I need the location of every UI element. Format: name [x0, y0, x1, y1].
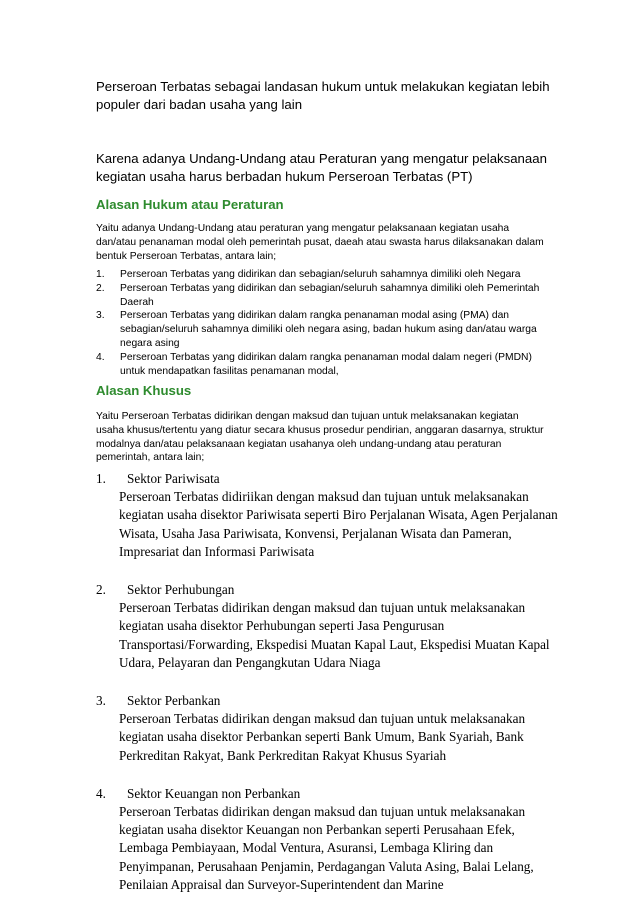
list-item-number: 1. — [96, 269, 105, 280]
list-item — [96, 785, 558, 894]
list-item-text: Perseroan Terbatas yang didirikan dalam rangka penanaman modal asing (PMA) dan sebagian/seluruh sahamnya dimiliki oleh negara asing, badan hukum asing dan/atau warga negara asing — [120, 310, 537, 349]
list-item-title: Sektor Pariwisata — [127, 471, 220, 486]
heading-alasan-hukum: Alasan Hukum atau Peraturan — [96, 197, 284, 212]
list-item — [96, 581, 558, 672]
list-item-number: 2. — [96, 282, 105, 294]
list-item-text: Perseroan Terbatas didirikan dengan maksud dan tujuan untuk melaksanakan kegiatan usaha disektor Perhubungan seperti Jasa Pengurusan Transportasi/Forwarding, Ekspedisi Muatan Kapal Laut, Ekspedisi Muatan Kapal Udara, Pelayaran dan Pengangkutan Udara Niaga — [119, 600, 550, 670]
intro-paragraph-2: Karena adanya Undang-Undang atau Peraturan yang mengatur pelaksanaan kegiatan usaha harus berbadan hukum Perseroan Terbatas (PT) — [96, 151, 547, 184]
list-item-title: Sektor Perbankan — [127, 693, 221, 709]
list-item-text: Perseroan Terbatas didirikan dengan maksud dan tujuan untuk melaksanakan kegiatan usaha disektor Perbankan seperti Bank Umum, Bank Syariah, Bank Perkreditan Rakyat, Bank Perkreditan Rakyat Khusus Syariah — [119, 711, 526, 763]
list-item-number: 4. — [96, 785, 106, 801]
list-item — [96, 470, 558, 561]
list-item-text: Perseroan Terbatas didiriikan dengan maksud dan tujuan untuk melaksanakan kegiatan usaha disektor Pariwisata seperti Biro Perjalanan Wisata, Agen Perjalanan Wisata, Usaha Jasa Pariwisata, Konvensi, Perjalanan Wisata dan Pameran, Impresariat dan Informasi Pariwisata — [119, 489, 558, 559]
list-item-number: 4. — [96, 351, 105, 363]
khusus-intro-paragraph: Yaitu Perseroan Terbatas didirikan dengan maksud dan tujuan untuk melaksanakan kegiatan usaha khusus/tertentu yang diatur secara khusus prosedur pendirian, anggaran dasarnya, struktur modalnya dan/atau pelaksanaan kegiatan usahanya oleh undang-undang atau peraturan pemerintah, antara lain; — [96, 411, 544, 464]
list-item — [96, 692, 558, 765]
intro-paragraph-1: Perseroan Terbatas sebagai landasan hukum untuk melakukan kegiatan lebih populer dari badan usaha yang lain — [96, 79, 550, 112]
hukum-list — [96, 268, 548, 378]
khusus-list — [96, 470, 558, 914]
list-item-number: 2. — [96, 582, 106, 598]
hukum-intro-paragraph: Yaitu adanya Undang-Undang atau peraturan yang mengatur pelaksanaan kegiatan usaha dan/atau penanaman modal oleh pemerintah pusat, daeah atau swasta harus dilaksanakan dalam bentuk Perseroan Terbatas, antara lain; — [96, 223, 544, 262]
list-item-text: Perseroan Terbatas didirikan dengan maksud dan tujuan untuk melaksanakan kegiatan usaha disektor Keuangan non Perbankan seperti Perusahaan Efek, Lembaga Pembiayaan, Modal Ventura, Asuransi, Lembaga Kliring dan Penyimpanan, Perusahaan Penjamin, Perdagangan Valuta Asing, Balai Lelang, Penilaian Appraisal dan Surveyor-Superintendent dan Marine — [119, 804, 534, 892]
list-item-text: Perseroan Terbatas yang didirikan dan sebagian/seluruh sahamnya dimiliki oleh Negara — [120, 269, 521, 280]
list-item-title: Sektor Keuangan non Perbankan — [127, 785, 301, 801]
list-item-title: Sektor Perhubungan — [127, 582, 235, 598]
list-item — [96, 351, 548, 379]
list-item — [96, 309, 548, 350]
list-item — [96, 268, 548, 282]
list-item-text: Perseroan Terbatas yang didirikan dan sebagian/seluruh sahamnya dimiliki oleh Pemerintah Daerah — [120, 282, 540, 308]
list-item-text: Perseroan Terbatas yang didirikan dalam rangka penanaman modal dalam negeri (PMDN) untuk mendapatkan fasilitas penamanan modal, — [120, 351, 532, 377]
list-item-number: 3. — [96, 310, 105, 322]
list-item — [96, 282, 548, 310]
list-item-number: 1. — [96, 471, 106, 486]
list-item-number: 3. — [96, 693, 106, 709]
heading-alasan-khusus: Alasan Khusus — [96, 383, 192, 398]
